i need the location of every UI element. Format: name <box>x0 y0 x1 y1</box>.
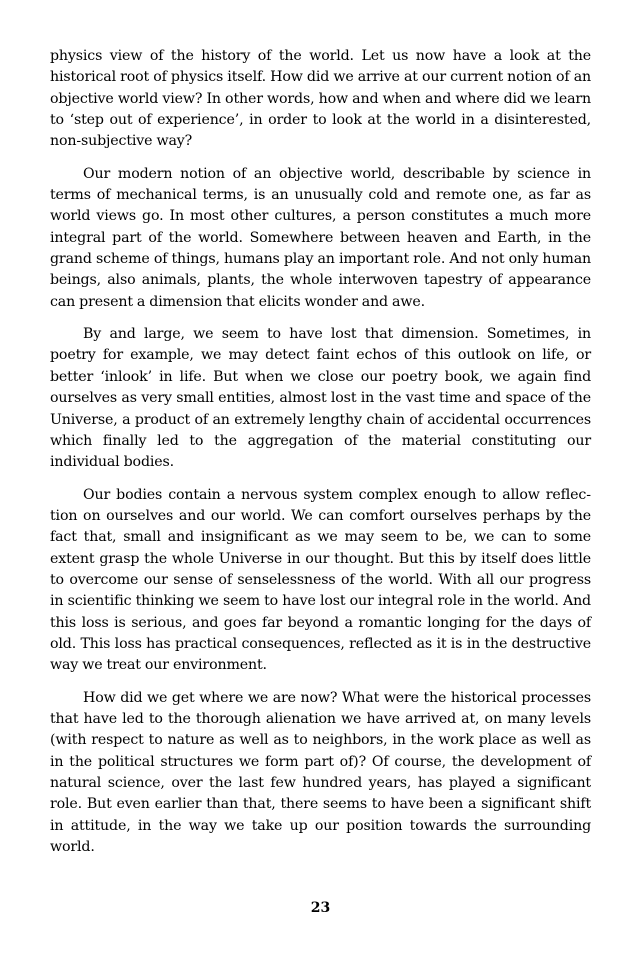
paragraph-4: Our bodies contain a nervous system complex enough to allow reflection on ourselves and our world. We can comfort ourselves perhaps by the fact that, small and insignificant as we may seem to be, we can to some extent grasp the whole Universe in our thought. But this by itself does little to overcome our sense of senselessness of the world. With all our progress in scientific thinking we seem to have lost our integral role in the world. And this loss is serious, and goes far beyond a romantic longing for the days of old. This loss has practical consequences, reflected as it is in the destructive way we treat our environment. <box>50 486 591 674</box>
page-number: 23 <box>310 900 331 916</box>
paragraph-1: physics view of the history of the world. Let us now have a look at the historical root of physics itself. How did we arrive at our current notion of an objective world view? In other words, how and when and where did we learn to ‘step out of experience’, in order to look at the world in a disinterested, non-subjective way? <box>50 48 591 150</box>
paragraph-2: Our modern notion of an objective world, describable by science in terms of mechanical terms, is an unusually cold and remote one, as far as world views go. In most other cultures, a person constitutes a much more integral part of the world. Somewhere between heaven and Earth, in the grand scheme of things, humans play an important role. And not only human beings, also animals, plants, the whole interwoven tapestry of appearance can present a dimension that elicits wonder and awe. <box>50 165 591 310</box>
page-body <box>50 46 591 869</box>
paragraph-3: By and large, we seem to have lost that dimension. Sometimes, in poetry for example, we may detect faint echos of this outlook on life, or better ‘inlook’ in life. But when we close our poetry book, we again find ourselves as very small entities, almost lost in the vast time and space of the Universe, a product of an extremely lengthy chain of accidental occurrences which finally led to the aggregation of the material constituting our individual bodies. <box>50 326 591 471</box>
paragraph-5: How did we get where we are now? What were the historical processes that have led to the thorough alienation we have arrived at, on many levels (with respect to nature as well as to neighbors, in the work place as well as in the political structures we form part of)? Of course, the development of natural science, over the last few hundred years, has played a significant role. But even earlier than that, there seems to have been a significant shift in attitude, in the way we take up our position towards the surrounding world. <box>50 689 591 856</box>
